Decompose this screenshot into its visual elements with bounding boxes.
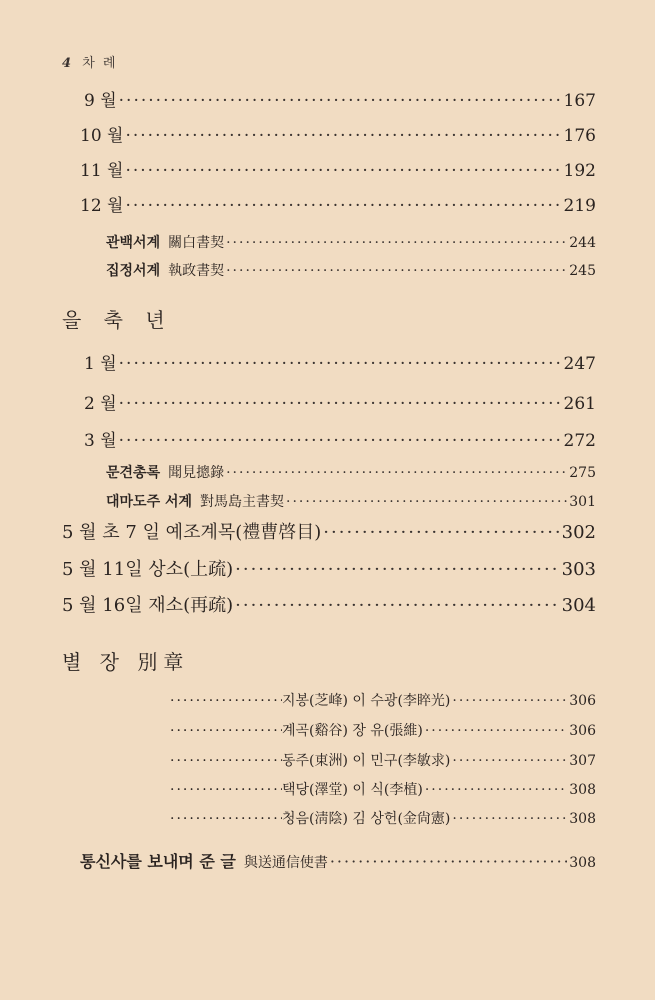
entry-korean: 대마도주 서계 [106, 494, 193, 510]
toc-subentry[interactable] [106, 232, 596, 252]
leader-dots [226, 263, 567, 279]
entry-korean: 통신사를 보내며 준 글 [80, 852, 236, 871]
toc-entry[interactable] [84, 426, 596, 451]
toc-poem[interactable] [170, 750, 596, 770]
toc-entry[interactable] [84, 349, 596, 374]
toc-entry[interactable] [80, 121, 596, 146]
poem-author: 청음(淸陰) 김 상헌(金尙憲) [282, 811, 451, 827]
entry-label: 2 월 [84, 394, 117, 414]
entry-label: 5 월 11일 상소(上疏) [62, 559, 234, 580]
leader-dots [170, 811, 282, 827]
leader-dots [452, 693, 567, 709]
poem-author: 택당(澤堂) 이 식(李植) [282, 782, 423, 798]
entry-label: 10 월 [80, 126, 124, 146]
entry-page: 219 [563, 196, 596, 216]
entry-hanja: 聞見摠錄 [168, 465, 225, 481]
page-header [62, 52, 117, 71]
entry-page: 176 [563, 126, 596, 146]
leader-dots [330, 852, 567, 871]
leader-dots [323, 522, 559, 543]
toc-subentry[interactable] [106, 491, 596, 511]
leader-dots [119, 431, 562, 451]
toc-poem[interactable] [170, 720, 596, 740]
entry-hanja: 執政書契 [168, 263, 225, 279]
entry-page: 308 [569, 811, 596, 827]
entry-page: 247 [563, 354, 596, 374]
leader-dots [226, 235, 567, 251]
toc-entry[interactable] [62, 555, 596, 581]
entry-page: 302 [561, 522, 596, 543]
entry-page: 304 [561, 595, 596, 616]
entry-label: 5 월 16일 재소(再疏) [62, 595, 234, 616]
leader-dots [119, 394, 562, 414]
entry-page: 306 [569, 693, 596, 709]
leader-dots [286, 494, 567, 510]
leader-dots [125, 161, 561, 181]
entry-label: 3 월 [84, 431, 117, 451]
toc-subentry[interactable] [106, 462, 596, 482]
toc-poem[interactable] [170, 690, 596, 710]
toc-entry[interactable] [84, 389, 596, 414]
entry-page: 275 [569, 465, 596, 481]
entry-hanja: 與送通信使書 [243, 855, 328, 871]
toc-entry[interactable] [62, 518, 596, 544]
toc-subentry[interactable] [106, 260, 596, 280]
poem-author: 동주(東洲) 이 민구(李敏求) [282, 753, 451, 769]
toc-poem[interactable] [170, 808, 596, 828]
leader-dots [125, 126, 561, 146]
leader-dots [170, 753, 282, 769]
leader-dots [452, 811, 567, 827]
section-heading: 별 장 別章 [62, 650, 190, 674]
leader-dots [119, 91, 562, 111]
toc-poem[interactable] [170, 779, 596, 799]
entry-page: 272 [563, 431, 596, 451]
entry-page: 303 [561, 559, 596, 580]
entry-page: 245 [569, 263, 596, 279]
entry-label: 9 월 [84, 91, 117, 111]
entry-page: 306 [569, 723, 596, 739]
leader-dots [119, 354, 562, 374]
entry-page: 301 [569, 494, 596, 510]
leader-dots [425, 782, 567, 798]
entry-label: 5 월 초 7 일 예조계목(禮曹啓目) [62, 522, 322, 543]
entry-page: 261 [563, 394, 596, 414]
entry-page: 244 [569, 235, 596, 251]
entry-hanja: 對馬島主書契 [200, 494, 285, 510]
leader-dots [170, 693, 282, 709]
entry-label: 1 월 [84, 354, 117, 374]
poem-author: 계곡(谿谷) 장 유(張維) [282, 723, 423, 739]
poem-author: 지봉(芝峰) 이 수광(李睟光) [282, 693, 451, 709]
leader-dots [170, 723, 282, 739]
entry-page: 308 [569, 782, 596, 798]
entry-korean: 관백서계 [106, 235, 161, 251]
entry-korean: 문견총록 [106, 465, 161, 481]
header-label: 차 례 [82, 56, 118, 71]
entry-label: 12 월 [80, 196, 124, 216]
toc-entry[interactable] [62, 591, 596, 617]
entry-page: 192 [563, 161, 596, 181]
leader-dots [425, 723, 567, 739]
leader-dots [235, 595, 560, 616]
toc-entry[interactable] [84, 86, 596, 111]
section-heading: 을 축 년 [62, 308, 173, 332]
toc-entry[interactable] [80, 849, 596, 872]
leader-dots [226, 465, 567, 481]
entry-page: 308 [569, 855, 596, 871]
entry-page: 167 [563, 91, 596, 111]
page-number: 4 [62, 56, 74, 71]
leader-dots [235, 559, 560, 580]
toc-entry[interactable] [80, 191, 596, 216]
entry-hanja: 關白書契 [168, 235, 225, 251]
entry-korean: 집정서계 [106, 263, 161, 279]
entry-page: 307 [569, 753, 596, 769]
entry-label: 11 월 [80, 161, 124, 181]
toc-entry[interactable] [80, 156, 596, 181]
leader-dots [125, 196, 561, 216]
leader-dots [170, 782, 282, 798]
leader-dots [452, 753, 567, 769]
